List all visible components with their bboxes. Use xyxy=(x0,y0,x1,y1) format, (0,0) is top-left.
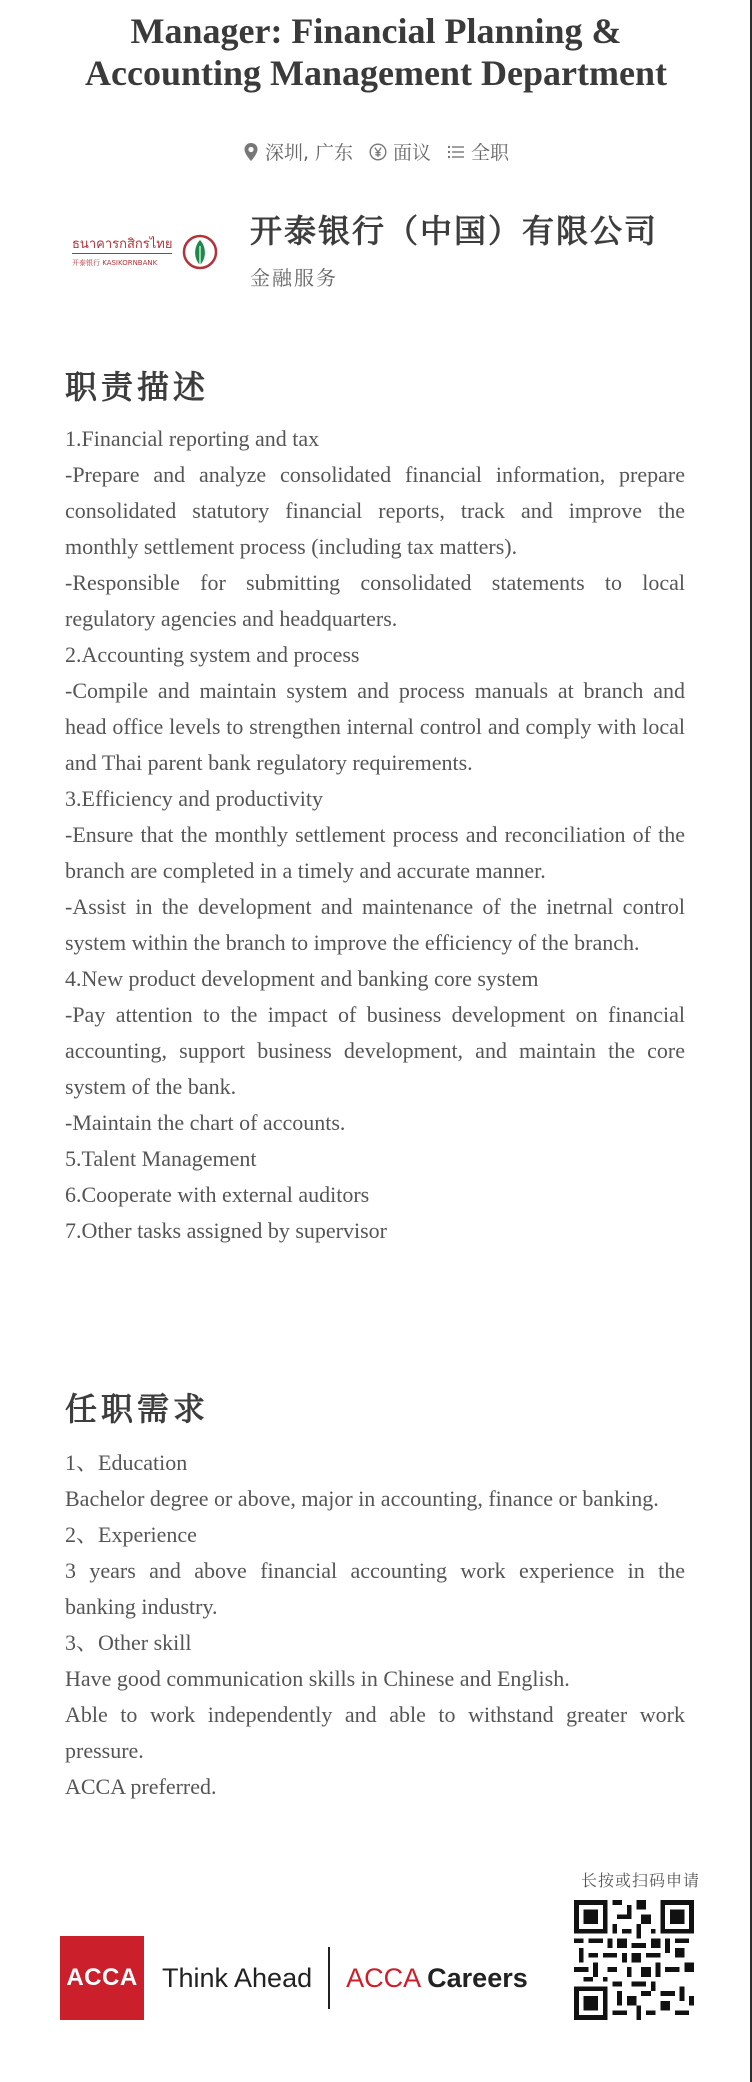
list-item: 3、Other skill xyxy=(65,1630,192,1655)
yen-circle-icon xyxy=(369,143,387,161)
logo-thai-text: ธนาคารกสิกรไทย xyxy=(72,237,173,252)
list-item: 3 years and above financial accounting work experience in the banking industry. xyxy=(65,1558,685,1619)
list-item: 2、Experience xyxy=(65,1522,197,1547)
list-item: 7.Other tasks assigned by supervisor xyxy=(65,1218,388,1243)
list-item: Bachelor degree or above, major in accounting, finance or banking. xyxy=(65,1486,659,1511)
job-title: Manager: Financial Planning & Accounting Management Department xyxy=(85,11,667,93)
employment-type-meta xyxy=(447,138,509,165)
job-meta-row xyxy=(0,138,752,165)
list-item: Have good communication skills in Chinese and English. xyxy=(65,1666,570,1691)
list-item: 2.Accounting system and process xyxy=(65,642,360,667)
qr-caption: 长按或扫码申请 xyxy=(580,1871,700,1890)
list-item: 4.New product development and banking core system xyxy=(65,966,539,991)
requirements-heading: 任职需求 xyxy=(65,1390,210,1428)
list-item: 5.Talent Management xyxy=(65,1146,257,1171)
company-industry: 金融服务 xyxy=(250,266,338,290)
responsibilities-heading: 职责描述 xyxy=(65,368,210,406)
list-item: 1.Financial reporting and tax xyxy=(65,426,320,451)
list-item: -Maintain the chart of accounts. xyxy=(65,1110,346,1135)
list-item: -Assist in the development and maintenance of the inetrnal control system within the branch to improve the efficiency of the branch. xyxy=(65,894,685,955)
list-item: -Ensure that the monthly settlement process and reconciliation of the branch are completed in a timely and accurate manner. xyxy=(65,822,685,883)
acca-careers-label xyxy=(346,1963,528,1994)
acca-tagline: Think Ahead xyxy=(162,1962,313,1993)
list-item: 1、Education xyxy=(65,1450,188,1475)
list-item: -Prepare and analyze consolidated financial information, prepare consolidated statutory financial reports, track and improve the monthly settlement process (including tax matters). xyxy=(65,462,685,559)
careers-prefix: ACCA xyxy=(346,1962,420,1993)
location-pin-icon xyxy=(243,142,259,162)
salary-meta xyxy=(369,138,431,165)
kasikornbank-logo xyxy=(72,228,222,280)
list-item: -Compile and maintain system and process manuals at branch and head office levels to strengthen internal control and comply with local and Thai parent bank regulatory requirements. xyxy=(65,678,685,775)
location-text: 深圳, 广东 xyxy=(264,142,354,164)
list-item: 6.Cooperate with external auditors xyxy=(65,1182,370,1207)
footer-divider xyxy=(328,1947,330,2009)
employment-type-text: 全职 xyxy=(471,142,510,164)
requirements-list xyxy=(65,1445,685,1805)
salary-text: 面议 xyxy=(393,142,432,164)
list-icon xyxy=(447,144,465,160)
list-item: 3.Efficiency and productivity xyxy=(65,786,324,811)
list-item: -Responsible for submitting consolidated statements to local regulatory agencies and headquarters. xyxy=(65,570,685,631)
company-name[interactable]: 开泰银行（中国）有限公司 xyxy=(250,212,659,250)
acca-footer-banner xyxy=(60,1936,528,2020)
careers-suffix: Careers xyxy=(427,1962,528,1993)
list-item: Able to work independently and able to withstand greater work pressure. xyxy=(65,1702,685,1763)
logo-sub-text: 开泰银行 KASIKORNBANK xyxy=(72,259,158,267)
acca-logo: ACCA xyxy=(60,1936,144,2020)
qr-code-icon[interactable] xyxy=(574,1900,694,2020)
list-item: ACCA preferred. xyxy=(65,1774,217,1799)
responsibilities-list xyxy=(65,421,685,1249)
location-meta xyxy=(243,138,353,165)
list-item: -Pay attention to the impact of business development on financial accounting, support business development, and maintain the core system of the bank. xyxy=(65,1002,685,1099)
